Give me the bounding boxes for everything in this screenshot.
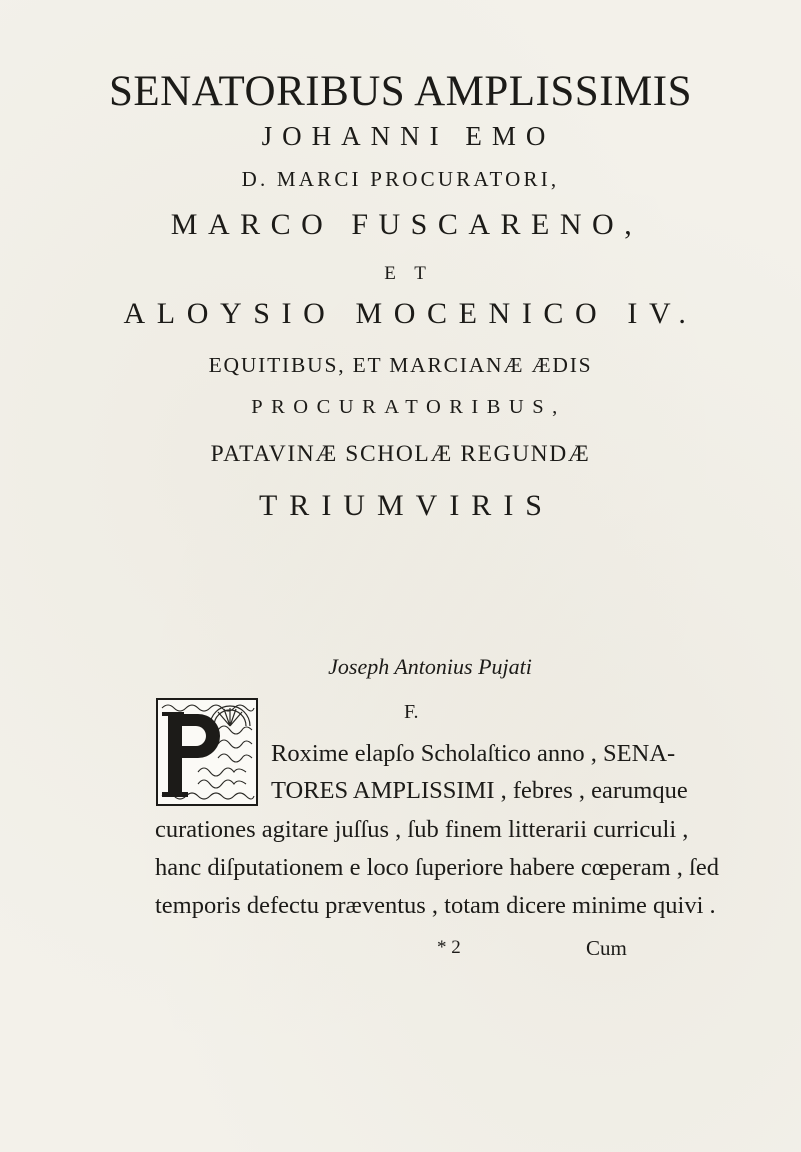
dedication-heading: SENATORIBUS AMPLISSIMIS [109,68,692,115]
body-text-line: temporis defectu præventus , totam dicere minime quivi . [155,892,716,919]
body-text-line: Roxime elapſo Scholaſtico anno , SENA- [271,740,676,767]
catchword: Cum [586,936,627,960]
body-text-line: curationes agitare juſſus , ſub finem litterarii curriculi , [155,816,689,843]
conjunction-et: E T [384,263,433,284]
dedicatee-title-procurator: D. MARCI PROCURATORI, [241,167,560,191]
body-text-line: hanc diſputationem e loco ſuperiore habere cœperam , ſed [155,854,719,881]
dedicatee-johanni-emo: JOHANNI EMO [261,121,556,151]
ornamental-initial-p-icon [156,698,258,806]
dedicatee-procuratoribus: PROCURATORIBUS, [251,396,566,418]
author-mark: F. [404,701,419,723]
author-name: Joseph Antonius Pujati [328,654,532,679]
dedicatee-equitibus: EQUITIBUS, ET MARCIANÆ ÆDIS [208,353,593,377]
signature-mark: * 2 [437,937,461,958]
dedicatee-school: PATAVINÆ SCHOLÆ REGUNDÆ [210,441,591,467]
body-text-line: TORES AMPLISSIMI , febres , earumque [271,777,688,804]
dedicatee-triumviris: TRIUMVIRIS [258,489,554,522]
dedicatee-marco-fuscareno: MARCO FUSCARENO, [170,208,643,241]
dedicatee-aloysio-mocenico: ALOYSIO MOCENICO IV. [123,297,698,330]
